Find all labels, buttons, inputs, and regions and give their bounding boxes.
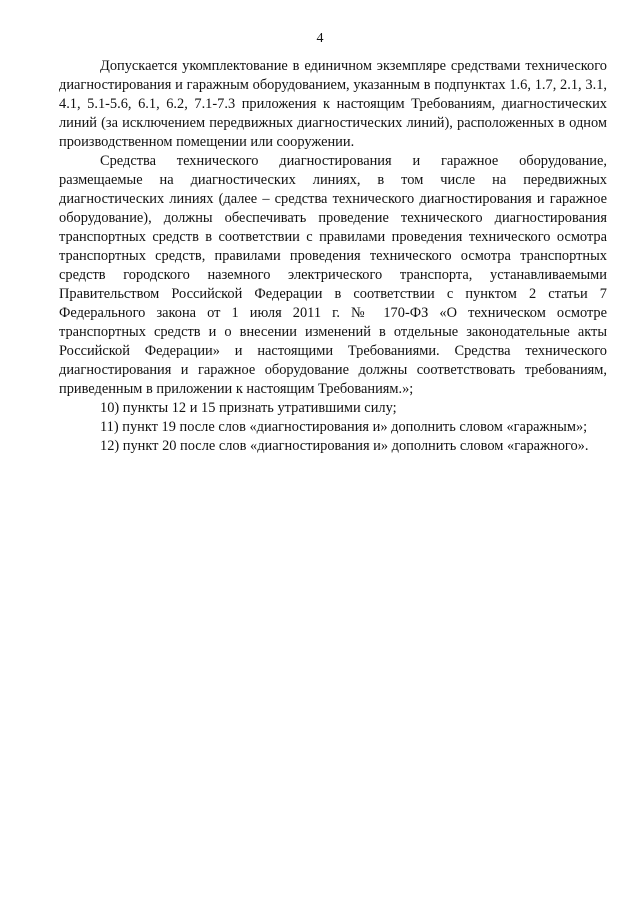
page-number: 4 — [316, 31, 324, 46]
paragraph-equipment-allowance: Допускается укомплектование в единичном экземпляре средствами технического диагностирования и гаражным оборудованием, указанным в подпунктах 1.6, 1.7, 2.1, 3.1, 4.1, 5.1-5.6, 6.1, 6.2, 7.1-7.3 приложения к настоящим Требованиям, диагностических линий (за исключением передвижных диагностических линий), расположенных в одном производственном помещении или сооружении. — [59, 58, 607, 150]
paragraph-diagnostic-tools-requirements: Средства технического диагностирования и гаражное оборудование, размещаемые на диагностических линиях, в том числе на передвижных диагностических линиях (далее – средства технического диагностирования и гаражное оборудование), должны обеспечивать проведение технического диагностирования транспортных средств в соответствии с правилами проведения технического осмотра транспортных средств, правилами проведения технического осмотра транспортных средств городского наземного электрического транспорта, устанавливаемыми Правительством Российской Федерации в соответствии с пунктом 2 статьи 7 Федерального закона от 1 июля 2011 г. № 170-ФЗ «О техническом осмотре транспортных средств и о внесении изменений в отдельные законодательные акты Российской Федерации» и настоящими Требованиями. Средства технического диагностирования и гаражное оборудование должны соответствовать требованиям, приведенным в приложении к настоящим Требованиям.»; — [59, 153, 607, 397]
document-body — [59, 57, 607, 456]
list-item-10: 10) пункты 12 и 15 признать утратившими силу; — [100, 400, 397, 416]
list-item-11: 11) пункт 19 после слов «диагностирования и» дополнить словом «гаражным»; — [100, 419, 588, 435]
list-item-12: 12) пункт 20 после слов «диагностирования и» дополнить словом «гаражного». — [100, 438, 589, 454]
